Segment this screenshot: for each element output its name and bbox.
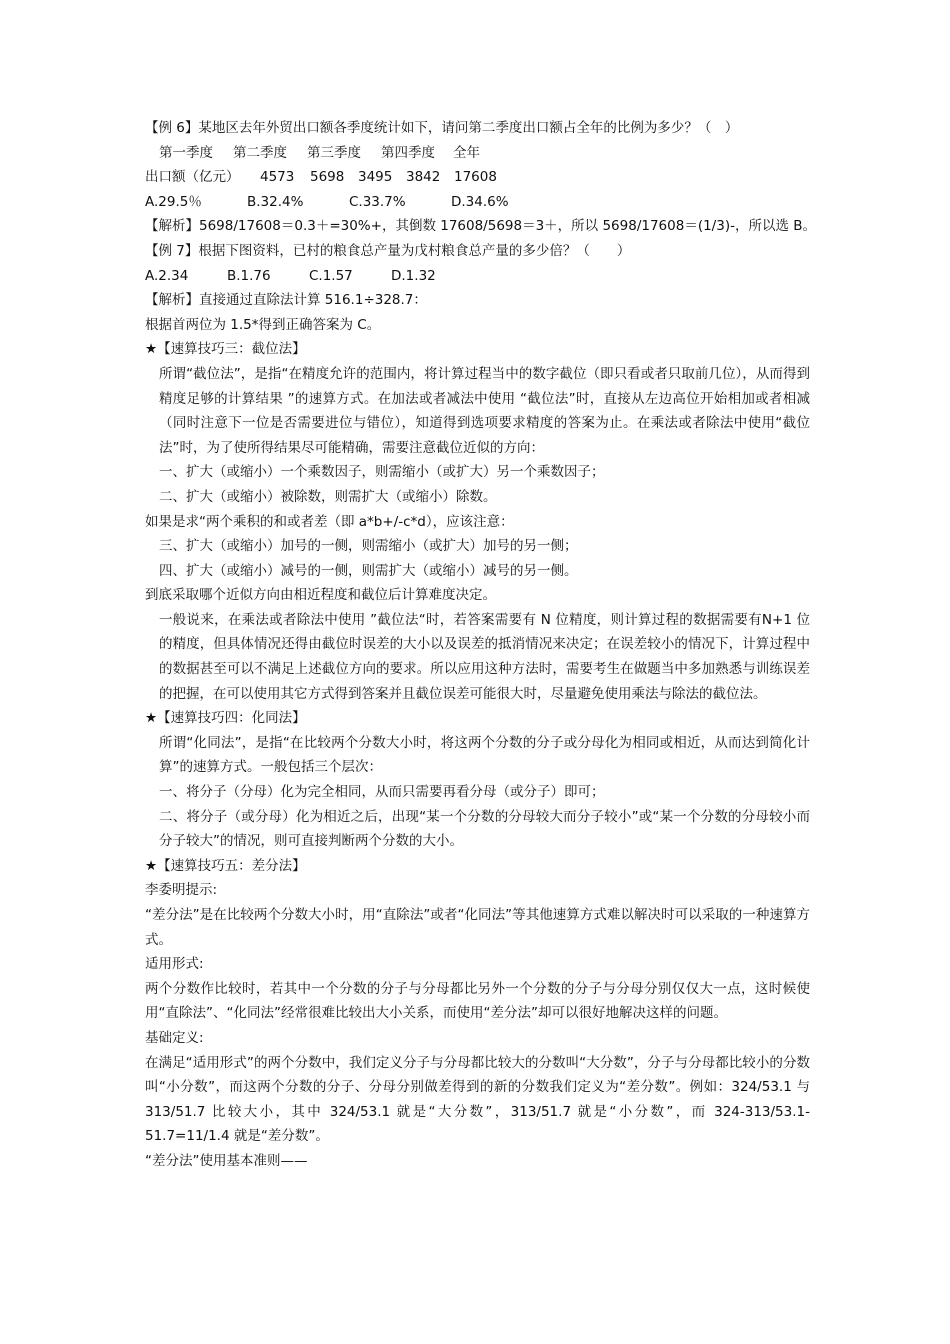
option: D.1.32 bbox=[391, 267, 436, 284]
tip3-paragraph: 所谓“截位法”，是指“在精度允许的范围内，将计算过程当中的数字截位（即只看或者只取前几位），从而得到精度足够的计算结果 ”的速算方式。在加法或者减法中使用 “截位法”时，直接从左边高位开始相加或者相减（同时注意下一位是否需要进位与错位），知道得到选项要求精度的答案为止。在乘法或者除法中使用“截位法”时，为了使所得结果尽可能精确，需要注意截位近似的方向： bbox=[159, 365, 810, 456]
example6-analysis: 【解析】5698/17608＝0.3＋=30%+，其倒数 17608/5698＝3＋，所以 5698/17608＝(1/3)-，所以选 B。 bbox=[145, 218, 817, 235]
tip3-item: 二、扩大（或缩小）被除数，则需扩大（或缩小）除数。 bbox=[159, 488, 497, 505]
example6-table-row bbox=[145, 165, 810, 190]
tip3-heading: ★【速算技巧三：截位法】 bbox=[145, 341, 306, 358]
table-cell: 3495 bbox=[358, 169, 393, 186]
tip4-item: 一、将分子（分母）化为完全相同，从而只需要再看分母（或分子）即可； bbox=[159, 784, 605, 801]
tip3-item: 一、扩大（或缩小）一个乘数因子，则需缩小（或扩大）另一个乘数因子； bbox=[159, 464, 605, 481]
option: C.33.7% bbox=[349, 193, 406, 210]
table-cell: 17608 bbox=[454, 169, 497, 186]
tip4-heading: ★【速算技巧四：化同法】 bbox=[145, 710, 306, 727]
tip3-item: 三、扩大（或缩小）加号的一侧，则需缩小（或扩大）加号的另一侧； bbox=[159, 538, 578, 555]
tip3-conclusion: 到底采取哪个近似方向由相近程度和截位后计算难度决定。 bbox=[145, 587, 496, 604]
option: D.34.6% bbox=[451, 193, 509, 210]
option: A.29.5％ bbox=[145, 193, 202, 210]
example7-answer: 根据首两位为 1.5*得到正确答案为 C。 bbox=[145, 316, 381, 333]
option: C.1.57 bbox=[309, 267, 353, 284]
table-header-cell: 第三季度 bbox=[307, 144, 361, 161]
tip3-paragraph: 一般说来，在乘法或者除法中使用 ”截位法“时，若答案需要有 N 位精度，则计算过程的数据需要有N+1 位的精度，但具体情况还得由截位时误差的大小以及误差的抵消情况来决定；在误差较小的情况下，计算过程中的数据甚至可以不满足上述截位方向的要求。所以应用这种方法时，需要考生在做题当中多加熟悉与训练误差的把握，在可以使用其它方式得到答案并且截位误差可能很大时，尽量避免使用乘法与除法的截位法。 bbox=[159, 611, 810, 702]
tip5-hint: “差分法”是在比较两个分数大小时，用“直除法”或者“化同法”等其他速算方式难以解决时可以采取的一种速算方式。 bbox=[145, 907, 810, 948]
option: B.32.4% bbox=[247, 193, 304, 210]
table-header-cell: 第二季度 bbox=[233, 144, 287, 161]
example7-options bbox=[145, 264, 810, 289]
tip4-paragraph: 所谓“化同法”，是指“在比较两个分数大小时，将这两个分数的分子或分母化为相同或相近，从而达到简化计算”的速算方式。一般包括三个层次： bbox=[159, 734, 810, 776]
option: A.2.34 bbox=[145, 267, 189, 284]
table-header-cell: 第一季度 bbox=[159, 144, 213, 161]
tip3-item: 四、扩大（或缩小）减号的一侧，则需扩大（或缩小）减号的另一侧。 bbox=[159, 562, 578, 579]
table-cell: 4573 bbox=[260, 169, 295, 186]
document-body bbox=[145, 116, 817, 1174]
example6-options bbox=[145, 190, 810, 215]
table-row-label: 出口额（亿元） bbox=[145, 169, 240, 186]
tip5-form-label: 适用形式: bbox=[145, 956, 204, 973]
example7-question: 【例 7】根据下图资料，已村的粮食总产量为戊村粮食总产量的多少倍？（ ） bbox=[145, 242, 631, 259]
tip5-rule: “差分法”使用基本准则—— bbox=[145, 1152, 308, 1169]
tip3-note: 如果是求“两个乘积的和或者差（即 a*b+/-c*d），应该注意： bbox=[145, 513, 514, 530]
tip5-definition-label: 基础定义: bbox=[145, 1029, 204, 1046]
table-header-cell: 全年 bbox=[453, 144, 480, 161]
example6-question: 【例 6】某地区去年外贸出口额各季度统计如下，请问第二季度出口额占全年的比例为多少？（ ） bbox=[145, 120, 739, 136]
tip5-form: 两个分数作比较时，若其中一个分数的分子与分母都比另外一个分数的分子与分母分别仅仅大一点，这时候使用“直除法”、“化同法”经常很难比较出大小关系，而使用“差分法”却可以很好地解决这样的问题。 bbox=[145, 980, 810, 1022]
table-cell: 3842 bbox=[406, 169, 441, 186]
table-cell: 5698 bbox=[310, 169, 345, 186]
tip5-definition: 在满足“适用形式”的两个分数中，我们定义分子与分母都比较大的分数叫“大分数”，分子与分母都比较小的分数叫“小分数”，而这两个分数的分子、分母分别做差得到的新的分数我们定义为“差分数”。例如：324/53.1 与 313/51.7 比较大小，其中 324/53.1 就是“大分数”，313/51.7 就是“小分数”，而 324-313/53.1-51.7=11/1.4 就是“差分数”。 bbox=[145, 1054, 810, 1145]
example7-analysis: 【解析】直接通过直除法计算 516.1÷328.7： bbox=[145, 292, 427, 309]
tip5-hint-label: 李委明提示: bbox=[145, 882, 218, 899]
tip5-heading: ★【速算技巧五：差分法】 bbox=[145, 857, 306, 874]
table-header-cell: 第四季度 bbox=[381, 144, 435, 161]
option: B.1.76 bbox=[227, 267, 271, 284]
tip4-item: 二、将分子（或分母）化为相近之后，出现“某一个分数的分母较大而分子较小”或“某一个分数的分母较小而分子较大”的情况，则可直接判断两个分数的大小。 bbox=[159, 808, 810, 850]
example6-table-header bbox=[145, 141, 810, 166]
